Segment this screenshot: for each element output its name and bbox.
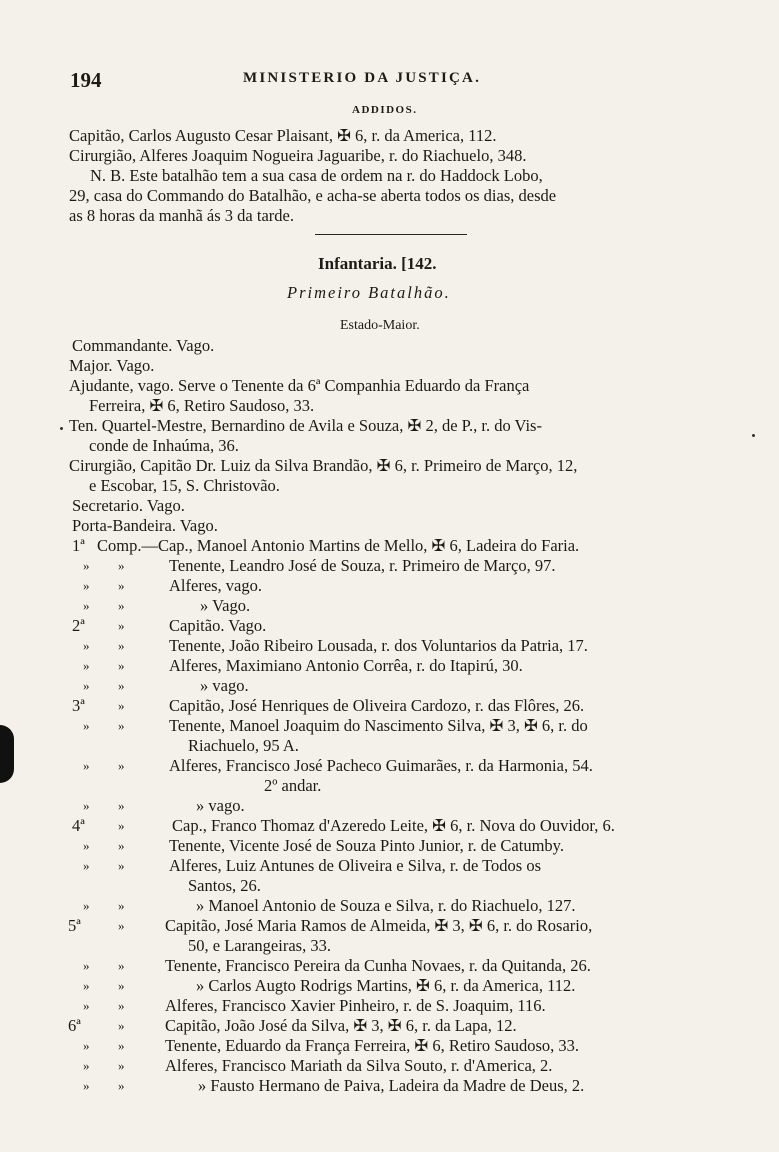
addidos-line: as 8 horas da manhã ás 3 da tarde. bbox=[69, 206, 294, 225]
roster-line: » Manoel Antonio de Souza e Silva, r. do Riachuelo, 127. bbox=[196, 896, 576, 915]
staff-line: Major. Vago. bbox=[69, 356, 155, 375]
ditto-mark: » bbox=[118, 578, 125, 593]
staff-line: conde de Inhaúma, 36. bbox=[89, 436, 239, 455]
company-number: 5ª bbox=[68, 916, 81, 935]
ditto-mark: » bbox=[118, 698, 125, 713]
company-number: 4ª bbox=[72, 816, 85, 835]
ditto-mark: » bbox=[83, 598, 90, 613]
roster-line: Tenente, Vicente José de Souza Pinto Junior, r. de Catumby. bbox=[169, 836, 564, 855]
binding-mark bbox=[0, 725, 14, 783]
addidos-line: 29, casa do Commando do Batalhão, e acha-se aberta todos os dias, desde bbox=[69, 186, 557, 205]
ditto-mark: » bbox=[118, 1078, 125, 1093]
ditto-mark: » bbox=[83, 578, 90, 593]
roster-continuation: 50, e Larangeiras, 33. bbox=[188, 936, 331, 955]
ditto-mark: » bbox=[118, 1058, 125, 1073]
ditto-mark: » bbox=[83, 1078, 90, 1093]
ditto-mark: » bbox=[83, 1058, 90, 1073]
ink-speck bbox=[60, 427, 63, 430]
company-number: 6ª bbox=[68, 1016, 81, 1035]
addidos-line: N. B. Este batalhão tem a sua casa de ordem na r. do Haddock Lobo, bbox=[90, 166, 543, 185]
staff-line: Ajudante, vago. Serve o Tenente da 6ª Companhia Eduardo da França bbox=[69, 376, 530, 395]
ditto-mark: » bbox=[83, 858, 90, 873]
page-title: MINISTERIO DA JUSTIÇA. bbox=[243, 70, 482, 86]
ditto-mark: » bbox=[118, 978, 125, 993]
ditto-mark: » bbox=[83, 638, 90, 653]
ditto-mark: » bbox=[118, 858, 125, 873]
addidos-line: Cirurgião, Alferes Joaquim Nogueira Jaguaribe, r. do Riachuelo, 348. bbox=[69, 146, 527, 165]
section-divider bbox=[315, 234, 467, 235]
company-number: 2ª bbox=[72, 616, 85, 635]
ditto-mark: » bbox=[83, 958, 90, 973]
ditto-mark: » bbox=[118, 758, 125, 773]
roster-line: Tenente, Manoel Joaquim do Nascimento Silva, ✠ 3, ✠ 6, r. do bbox=[169, 716, 588, 735]
ditto-mark: » bbox=[118, 898, 125, 913]
roster-line: Comp.—Cap., Manoel Antonio Martins de Mello, ✠ 6, Ladeira do Faria. bbox=[97, 536, 580, 555]
roster-line: Capitão. Vago. bbox=[169, 616, 267, 635]
ink-speck bbox=[752, 434, 755, 437]
roster-line: Alferes, Luiz Antunes de Oliveira e Silva, r. de Todos os bbox=[169, 856, 542, 875]
ditto-mark: » bbox=[83, 718, 90, 733]
ditto-mark: » bbox=[118, 638, 125, 653]
ditto-mark: » bbox=[83, 978, 90, 993]
roster-line: Capitão, José Maria Ramos de Almeida, ✠ 3, ✠ 6, r. do Rosario, bbox=[165, 916, 593, 935]
company-number: 3ª bbox=[72, 696, 85, 715]
staff-line: Ferreira, ✠ 6, Retiro Saudoso, 33. bbox=[89, 396, 315, 415]
ditto-mark: » bbox=[83, 558, 90, 573]
roster-line: » Carlos Augto Rodrigs Martins, ✠ 6, r. da America, 112. bbox=[196, 976, 576, 995]
roster-line: Tenente, João Ribeiro Lousada, r. dos Voluntarios da Patria, 17. bbox=[169, 636, 588, 655]
roster-line: Tenente, Leandro José de Souza, r. Primeiro de Março, 97. bbox=[169, 556, 556, 575]
addidos-heading: ADDIDOS. bbox=[352, 104, 418, 116]
roster-continuation: Riachuelo, 95 A. bbox=[188, 736, 299, 755]
ditto-mark: » bbox=[83, 838, 90, 853]
ditto-mark: » bbox=[83, 798, 90, 813]
staff-line: Ten. Quartel-Mestre, Bernardino de Avila e Souza, ✠ 2, de P., r. do Vis- bbox=[69, 416, 542, 435]
ditto-mark: » bbox=[83, 1038, 90, 1053]
ditto-mark: » bbox=[83, 678, 90, 693]
ditto-mark: » bbox=[118, 1038, 125, 1053]
ditto-mark: » bbox=[118, 918, 125, 933]
addidos-line: Capitão, Carlos Augusto Cesar Plaisant, ✠ 6, r. da America, 112. bbox=[69, 126, 497, 145]
battalion-title: Primeiro Batalhão. bbox=[287, 283, 451, 302]
ditto-mark: » bbox=[118, 598, 125, 613]
roster-continuation: 2º andar. bbox=[264, 776, 322, 795]
ditto-mark: » bbox=[83, 658, 90, 673]
roster-line: Cap., Franco Thomaz d'Azeredo Leite, ✠ 6, r. Nova do Ouvidor, 6. bbox=[172, 816, 615, 835]
roster-continuation: Santos, 26. bbox=[188, 876, 261, 895]
section-title: Infantaria. [142. bbox=[318, 254, 437, 273]
ditto-mark: » bbox=[83, 998, 90, 1013]
roster-line: Alferes, vago. bbox=[169, 576, 263, 595]
page-number: 194 bbox=[70, 68, 102, 92]
ditto-mark: » bbox=[118, 678, 125, 693]
ditto-mark: » bbox=[118, 658, 125, 673]
staff-heading: Estado-Maior. bbox=[340, 318, 420, 333]
ditto-mark: » bbox=[118, 1018, 125, 1033]
staff-line: Porta-Bandeira. Vago. bbox=[72, 516, 218, 535]
ditto-mark: » bbox=[118, 958, 125, 973]
staff-line: Secretario. Vago. bbox=[72, 496, 185, 515]
roster-line: Tenente, Francisco Pereira da Cunha Novaes, r. da Quitanda, 26. bbox=[165, 956, 591, 975]
roster-line: » Fausto Hermano de Paiva, Ladeira da Madre de Deus, 2. bbox=[198, 1076, 585, 1095]
roster-line: Alferes, Francisco José Pacheco Guimarães, r. da Harmonia, 54. bbox=[169, 756, 593, 775]
ditto-mark: » bbox=[118, 838, 125, 853]
ditto-mark: » bbox=[83, 898, 90, 913]
ditto-mark: » bbox=[118, 718, 125, 733]
ditto-mark: » bbox=[118, 798, 125, 813]
roster-line: Tenente, Eduardo da França Ferreira, ✠ 6, Retiro Saudoso, 33. bbox=[165, 1036, 580, 1055]
company-number: 1ª bbox=[72, 536, 85, 555]
roster-line: » vago. bbox=[200, 676, 249, 695]
roster-line: Capitão, João José da Silva, ✠ 3, ✠ 6, r. da Lapa, 12. bbox=[165, 1016, 517, 1035]
staff-line: Cirurgião, Capitão Dr. Luiz da Silva Brandão, ✠ 6, r. Primeiro de Março, 12, bbox=[69, 456, 578, 475]
ditto-mark: » bbox=[118, 818, 125, 833]
roster-line: Capitão, José Henriques de Oliveira Cardozo, r. das Flôres, 26. bbox=[169, 696, 585, 715]
roster-line: » vago. bbox=[196, 796, 245, 815]
staff-line: e Escobar, 15, S. Christovão. bbox=[89, 476, 280, 495]
ditto-mark: » bbox=[83, 758, 90, 773]
roster-line: Alferes, Francisco Xavier Pinheiro, r. de S. Joaquim, 116. bbox=[165, 996, 546, 1015]
ditto-mark: » bbox=[118, 998, 125, 1013]
ditto-mark: » bbox=[118, 558, 125, 573]
staff-line: Commandante. Vago. bbox=[72, 336, 215, 355]
ditto-mark: » bbox=[118, 618, 125, 633]
roster-line: » Vago. bbox=[200, 596, 251, 615]
roster-line: Alferes, Maximiano Antonio Corrêa, r. do Itapirú, 30. bbox=[169, 656, 523, 675]
roster-line: Alferes, Francisco Mariath da Silva Souto, r. d'America, 2. bbox=[165, 1056, 553, 1075]
